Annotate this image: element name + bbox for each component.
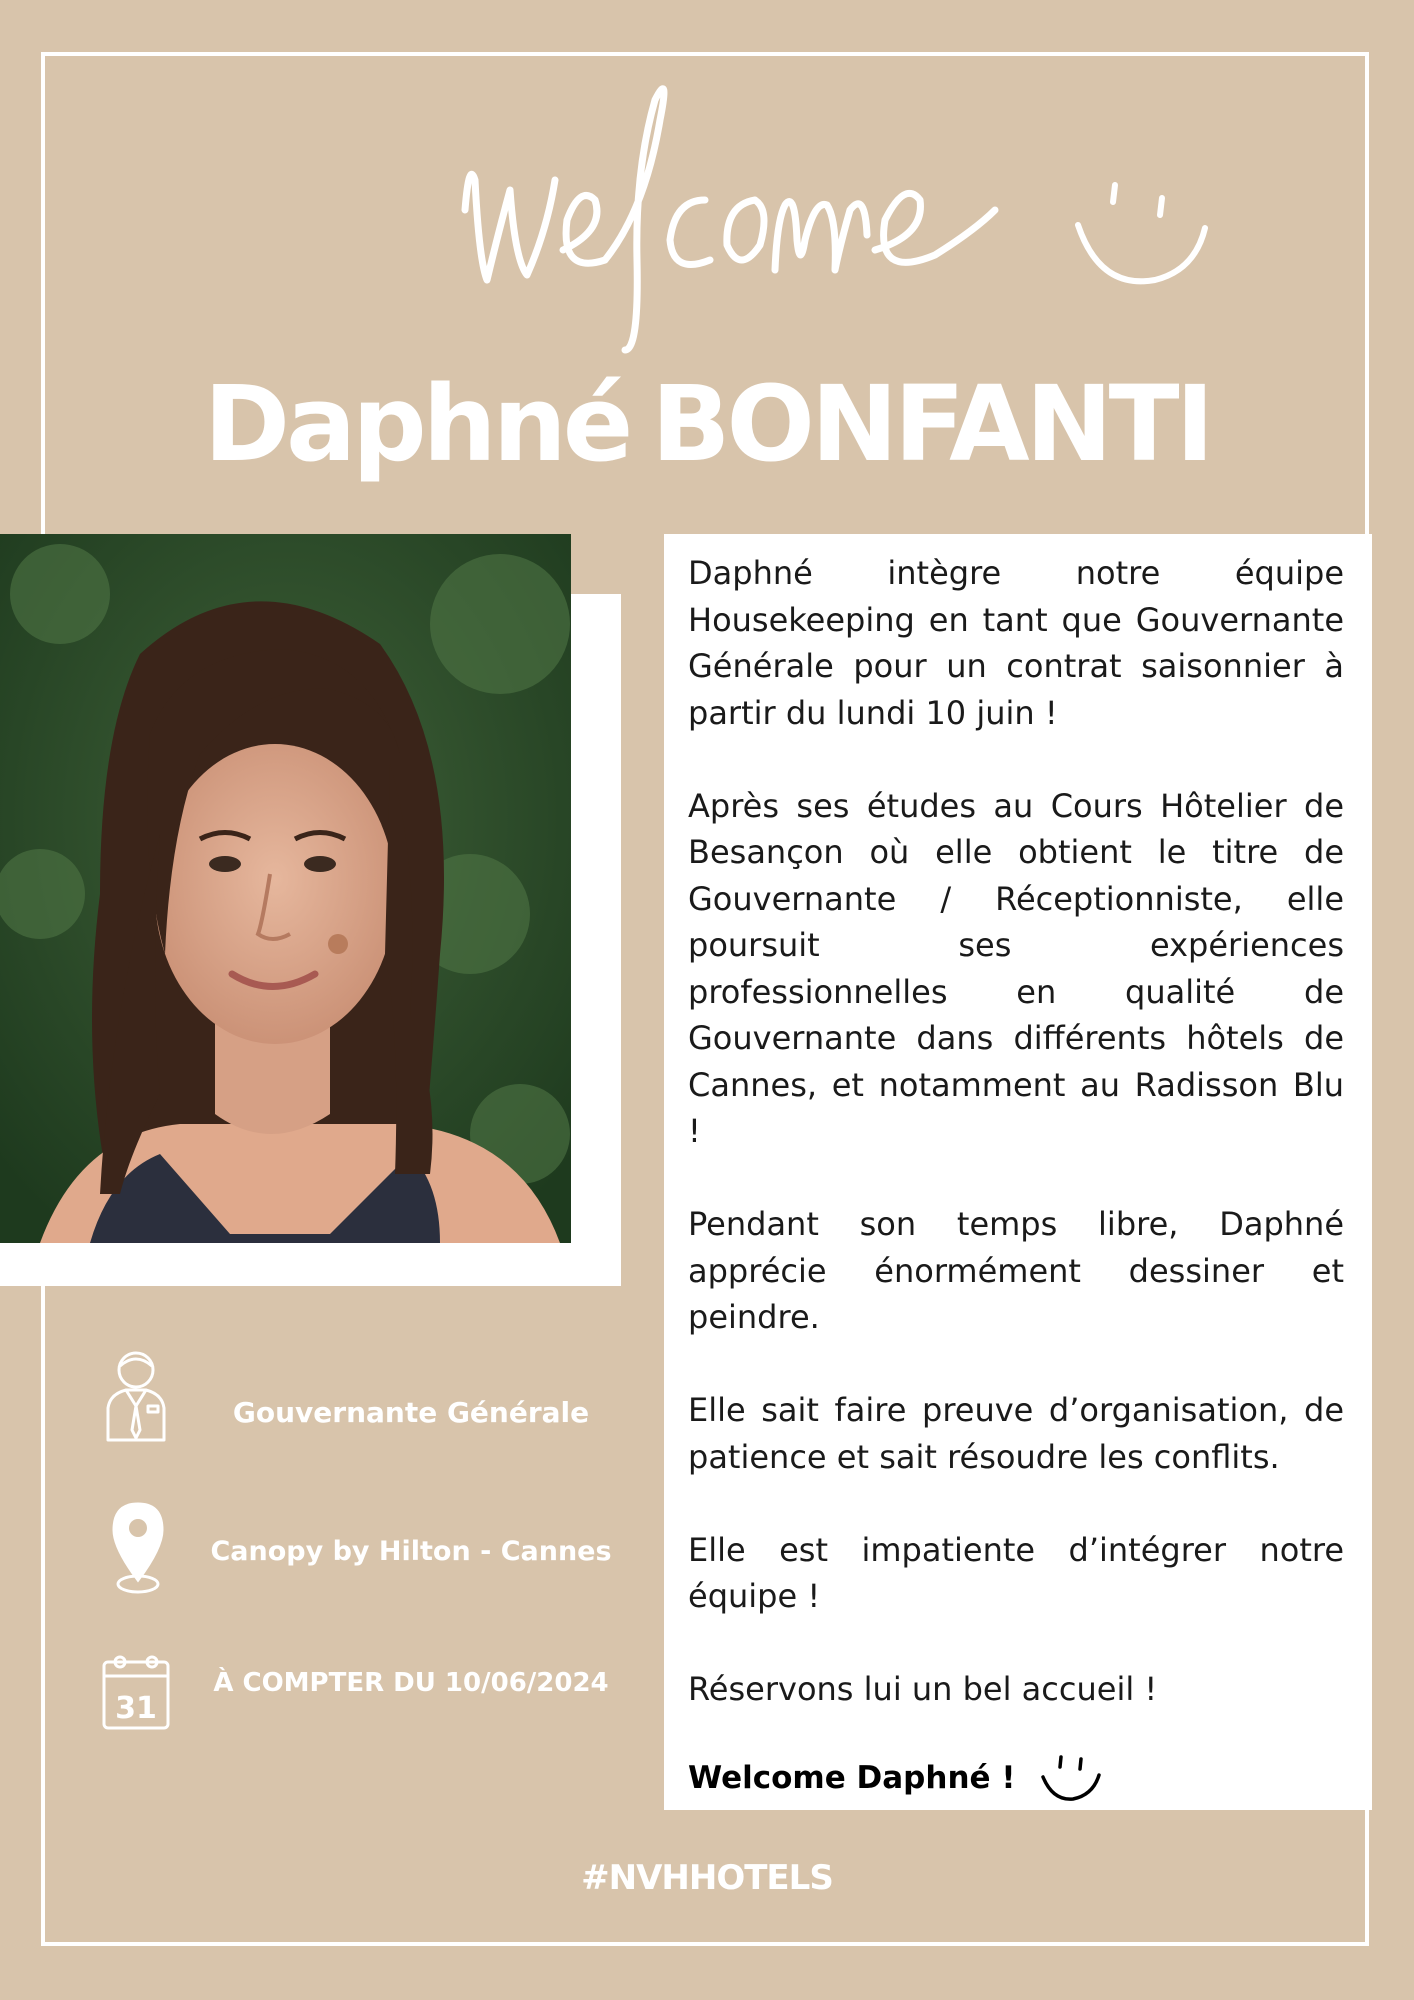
bio-paragraph: Elle est impatiente d’intégrer notre équipe ! <box>688 1530 1344 1615</box>
location-pin-icon <box>110 1500 166 1596</box>
signoff <box>688 1753 1344 1803</box>
smiley-face-icon <box>1070 170 1210 290</box>
bio-paragraph: Après ses études au Cours Hôtelier de Besançon où elle obtient le titre de Gouvernante / Réceptionniste, elle poursuit ses expériences professionnelles en qualité de Gouvernante dans différents hôtels de Cannes, et notamment au Radisson Blu ! <box>688 786 1344 1150</box>
signoff-text: Welcome Daphné ! <box>688 1760 1016 1796</box>
first-name: Daphné <box>203 363 630 485</box>
employee-person-icon <box>104 1348 168 1444</box>
employee-name <box>0 363 1414 485</box>
calendar-icon <box>100 1652 172 1732</box>
last-name: BONFANTI <box>651 363 1211 485</box>
location-label: Canopy by Hilton - Cannes <box>210 1536 612 1567</box>
calendar-day-number: 31 <box>115 1691 157 1726</box>
portrait-photo <box>0 534 571 1243</box>
bio-paragraph: Pendant son temps libre, Daphné apprécie énormément dessiner et peindre. <box>688 1205 1344 1336</box>
bio-paragraph: Daphné intègre notre équipe Housekeeping en tant que Gouvernante Générale pour un contrat saisonnier à partir du lundi 10 juin ! <box>688 554 1344 732</box>
bio-text-panel <box>664 534 1372 1810</box>
small-smiley-icon <box>1039 1753 1103 1803</box>
hashtag-footer: #NVHHOTELS <box>581 1858 833 1898</box>
bio-paragraph: Elle sait faire preuve d’organisation, de patience et sait résoudre les conflits. <box>688 1391 1344 1476</box>
bio-paragraph: Réservons lui un bel accueil ! <box>688 1670 1158 1708</box>
welcome-script-artwork <box>455 60 1015 360</box>
start-date-label: À COMPTER DU 10/06/2024 <box>213 1668 609 1698</box>
role-label: Gouvernante Générale <box>232 1396 590 1429</box>
